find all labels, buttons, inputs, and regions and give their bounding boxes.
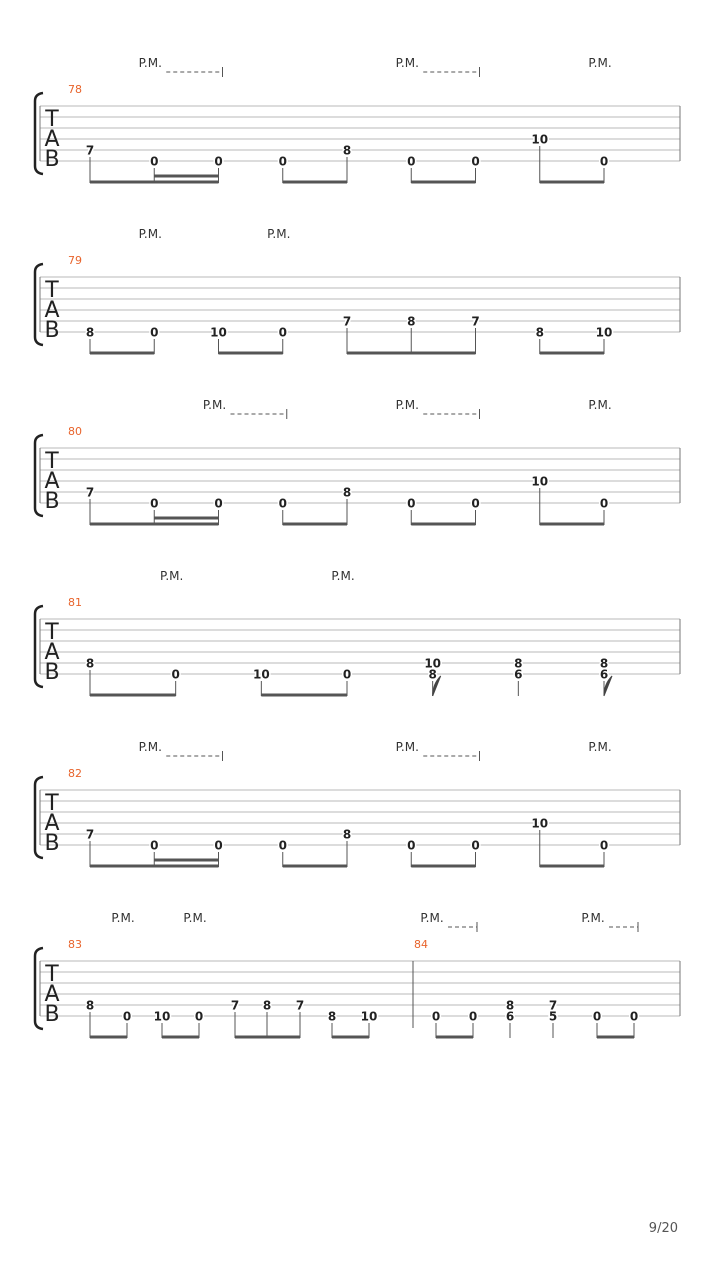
palm-mute-label: P.M. [138, 740, 162, 754]
fret-number: 0 [629, 1009, 639, 1024]
tab-clef-letter: A [44, 469, 60, 494]
tab-clef-letter: A [44, 811, 60, 836]
fret-number: 10 [210, 325, 227, 340]
fret-number: 0 [171, 667, 180, 682]
fret-number: 10 [531, 474, 549, 489]
fret-number: 8 [342, 143, 352, 158]
fret-number: 10 [252, 667, 270, 682]
palm-mute-label: P.M. [588, 56, 612, 70]
fret-number: 8 [342, 485, 352, 500]
measure-number: 79 [68, 254, 82, 267]
tab-system [35, 911, 680, 1038]
tab-clef-letter: T [45, 278, 59, 303]
fret-number: 8 [342, 827, 352, 842]
palm-mute-label: P.M. [159, 569, 184, 583]
tab-system [35, 569, 680, 696]
fret-number: 10 [595, 325, 613, 340]
fret-number: 7 [342, 314, 352, 329]
fret-number: 8 [85, 998, 95, 1013]
fret-number: 7 [295, 998, 305, 1013]
fret-number: 0 [278, 154, 287, 169]
tab-clef-letter: A [44, 982, 60, 1007]
fret-number: 10 [424, 656, 442, 671]
fret-number: 0 [471, 496, 480, 511]
fret-number: 0 [194, 1009, 204, 1024]
measure-number: 83 [68, 938, 82, 951]
page-number: 9/20 [648, 1221, 678, 1236]
fret-number: 8 [327, 1009, 337, 1024]
fret-number: 0 [278, 496, 287, 511]
measure-number: 84 [414, 938, 428, 951]
tab-clef-letter: B [44, 1002, 60, 1027]
fret-number: 7 [548, 998, 558, 1013]
tab-clef-letter: B [44, 831, 60, 856]
palm-mute-label: P.M. [588, 740, 612, 754]
fret-number: 8 [85, 325, 95, 340]
fret-number: 0 [214, 838, 223, 853]
fret-number: 0 [342, 667, 352, 682]
palm-mute-label: P.M. [588, 398, 612, 412]
fret-number: 10 [531, 816, 549, 831]
fret-number: 0 [468, 1009, 478, 1024]
fret-number: 7 [85, 485, 95, 500]
palm-mute-label: P.M. [395, 56, 419, 70]
tab-clef-letter: T [45, 791, 59, 816]
tab-clef-letter: T [45, 107, 59, 132]
fret-number: 10 [360, 1009, 378, 1024]
fret-number: 8 [505, 998, 515, 1013]
tab-clef-letter: A [44, 127, 60, 152]
tab-clef-letter: B [44, 660, 60, 685]
fret-number: 7 [85, 143, 95, 158]
measure-number: 78 [68, 83, 82, 96]
fret-number: 0 [407, 838, 416, 853]
fret-number: 8 [535, 325, 544, 340]
system-bracket [35, 264, 43, 345]
system-bracket [35, 93, 43, 174]
palm-mute-label: P.M. [395, 398, 419, 412]
fret-number: 0 [150, 496, 159, 511]
fret-number: 8 [262, 998, 272, 1013]
palm-mute-label: P.M. [202, 398, 227, 412]
fret-number: 10 [531, 132, 549, 147]
tab-system [35, 740, 680, 867]
palm-mute-label: P.M. [395, 740, 419, 754]
tab-clef-letter: B [44, 147, 60, 172]
fret-number: 6 [514, 667, 523, 682]
fret-number: 8 [599, 656, 609, 671]
fret-number: 0 [599, 154, 609, 169]
fret-number: 7 [471, 314, 480, 329]
palm-mute-label: P.M. [138, 227, 162, 241]
measure-number: 80 [68, 425, 82, 438]
fret-number: 0 [150, 838, 159, 853]
palm-mute-label: P.M. [581, 911, 605, 925]
fret-number: 8 [514, 656, 523, 671]
fret-number: 0 [407, 154, 416, 169]
palm-mute-label: P.M. [138, 56, 162, 70]
system-bracket [35, 948, 43, 1029]
fret-number: 8 [407, 314, 416, 329]
measure-number: 81 [68, 596, 82, 609]
fret-number: 0 [150, 325, 159, 340]
fret-number: 0 [431, 1009, 441, 1024]
fret-number: 0 [471, 154, 480, 169]
fret-number: 8 [85, 656, 95, 671]
fret-number: 0 [122, 1009, 132, 1024]
fret-number: 0 [471, 838, 480, 853]
tab-system [35, 56, 680, 183]
fret-number: 0 [592, 1009, 602, 1024]
palm-mute-label: P.M. [183, 911, 207, 925]
fret-number: 0 [150, 154, 159, 169]
fret-number: 5 [548, 1009, 558, 1024]
fret-number: 10 [153, 1009, 171, 1024]
tab-clef-letter: T [45, 449, 59, 474]
palm-mute-label: P.M. [420, 911, 444, 925]
tab-clef-letter: A [44, 640, 60, 665]
fret-number: 8 [428, 667, 437, 682]
tab-clef-letter: T [45, 962, 59, 987]
tab-clef-letter: B [44, 318, 60, 343]
system-bracket [35, 435, 43, 516]
tab-system [35, 227, 680, 354]
fret-number: 0 [599, 838, 609, 853]
palm-mute-label: P.M. [267, 227, 291, 241]
system-bracket [35, 606, 43, 687]
palm-mute-label: P.M. [331, 569, 355, 583]
fret-number: 6 [505, 1009, 515, 1024]
fret-number: 7 [230, 998, 240, 1013]
fret-number: 0 [214, 496, 223, 511]
fret-number: 6 [599, 667, 609, 682]
system-bracket [35, 777, 43, 858]
palm-mute-label: P.M. [111, 911, 135, 925]
fret-number: 0 [278, 838, 287, 853]
measure-number: 82 [68, 767, 82, 780]
tab-clef-letter: T [45, 620, 59, 645]
tab-clef-letter: A [44, 298, 60, 323]
tab-clef-letter: B [44, 489, 60, 514]
fret-number: 0 [599, 496, 609, 511]
fret-number: 0 [407, 496, 416, 511]
fret-number: 0 [214, 154, 223, 169]
tab-system [35, 398, 680, 525]
fret-number: 0 [278, 325, 287, 340]
fret-number: 7 [85, 827, 95, 842]
